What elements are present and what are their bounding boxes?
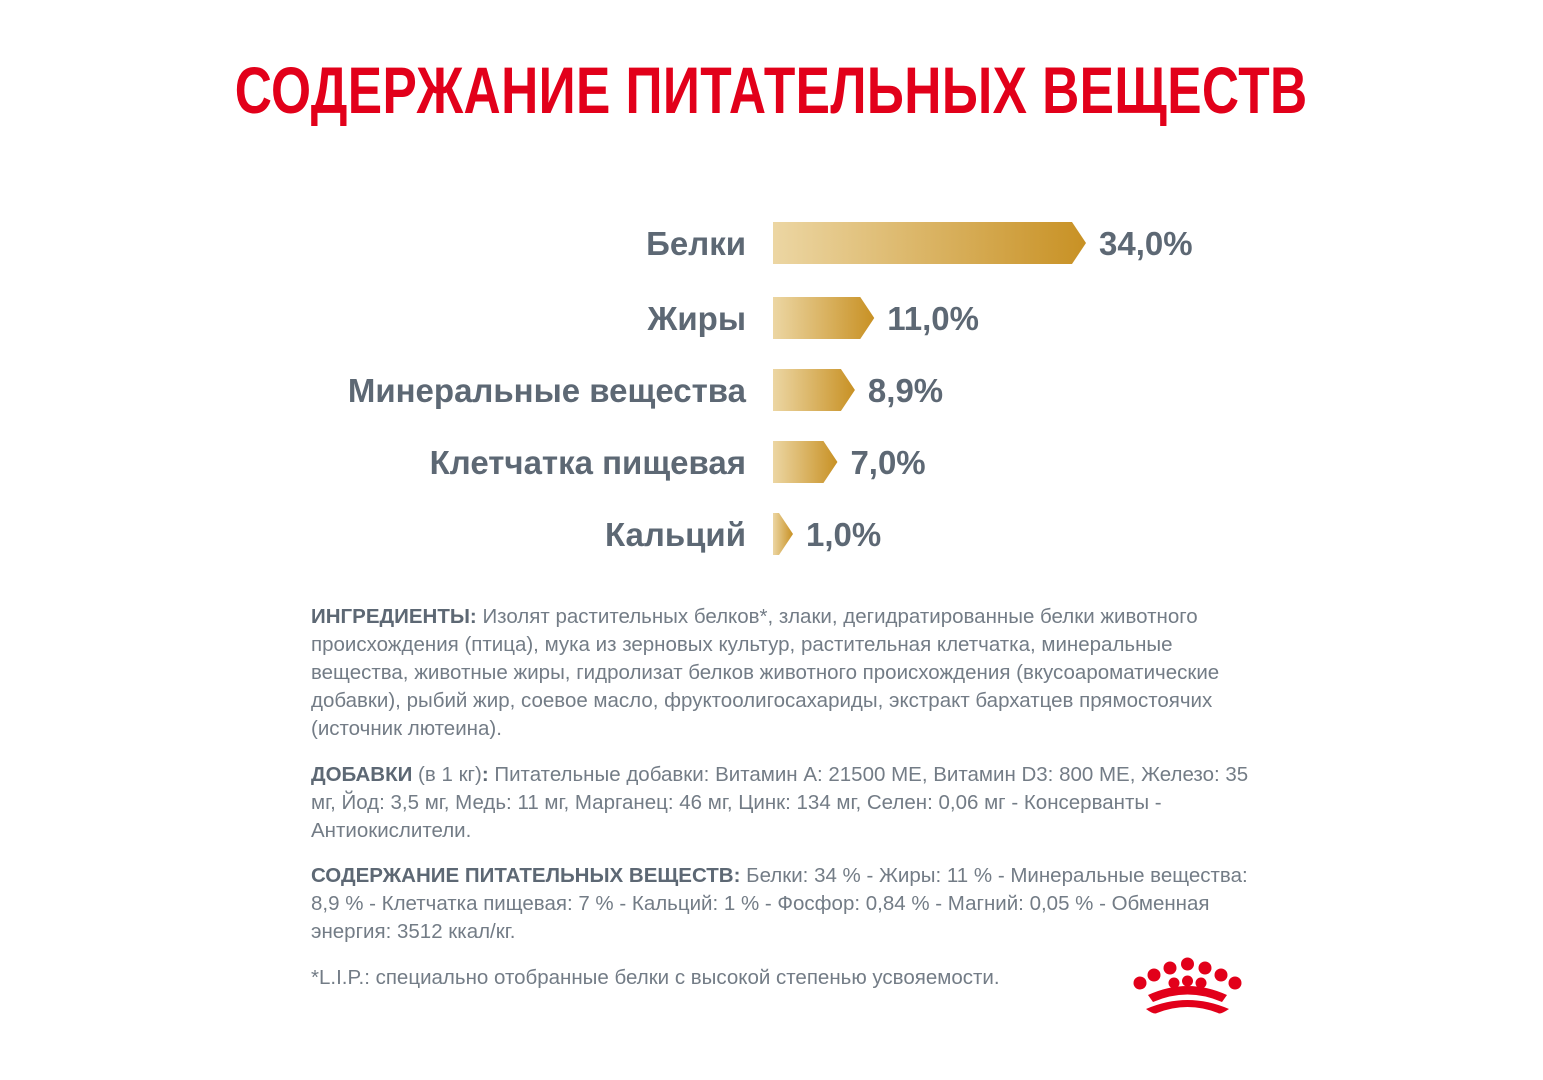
bar-label: Минеральные вещества (347, 372, 746, 409)
bar-value-label: 1,0% (806, 516, 882, 553)
bar-3 (773, 369, 855, 411)
additives-block (311, 761, 1251, 845)
bar-value-label: 11,0% (887, 300, 980, 337)
bar-label: Клетчатка пищевая (429, 444, 746, 481)
bar-label: Белки (646, 225, 746, 262)
ingredients-block (311, 603, 1251, 743)
crown-icon (1130, 955, 1245, 1025)
page-title: СОДЕРЖАНИЕ ПИТАТЕЛЬНЫХ ВЕЩЕСТВ (234, 53, 1308, 127)
bar-label: Кальций (604, 516, 746, 553)
bar-value-label: 8,9% (867, 372, 944, 409)
additives-colon: : (481, 763, 489, 786)
additives-text: Питательные добавки: Витамин А: 21500 МЕ, Витамин D3: 800 МЕ, Железо: 35 мг, Йод: 3,5 мг, Медь: 11 мг, Марганец: 46 мг, Цинк: 134 мг, Селен: 0,06 мг - Консерванты - Антиокислители. (311, 763, 1249, 842)
footnote: *L.I.P.: специально отобранные белки с высокой степенью усвояемости. (311, 966, 1000, 989)
additives-heading: ДОБАВКИ (311, 763, 413, 786)
ingredients-text: Изолят растительных белков*, злаки, дегидратированные белки животного происхождения (птица), мука из зерновых культур, растительная клетчатка, минеральные вещества, животные жиры, гидролизат белков животного происхождения (вкусоароматические добавки), рыбий жир, соевое масло, фруктоолигосахариды, экстракт бархатцев прямостоячих (источник лютеина). (311, 605, 1220, 740)
nutrients-text: Белки: 34 % - Жиры: 11 % - Минеральные вещества: 8,9 % - Клетчатка пищевая: 7 % - Кальций: 1 % - Фосфор: 0,84 % - Магний: 0,05 % - Обменная энергия: 3512 ккал/кг. (311, 864, 1248, 943)
nutrients-block (311, 862, 1251, 946)
bar-value-label: 7,0% (850, 444, 926, 481)
ingredients-heading: ИНГРЕДИЕНТЫ: (311, 605, 477, 628)
bar-5 (773, 513, 793, 555)
bar-value-label: 34,0% (1099, 225, 1193, 262)
bar-4 (773, 441, 837, 483)
bar-2 (773, 297, 874, 339)
additives-qualifier: (в 1 кг) (412, 763, 482, 786)
bar-1 (773, 222, 1086, 264)
bar-label: Жиры (647, 300, 746, 337)
nutrients-heading: СОДЕРЖАНИЕ ПИТАТЕЛЬНЫХ ВЕЩЕСТВ: (311, 864, 741, 887)
